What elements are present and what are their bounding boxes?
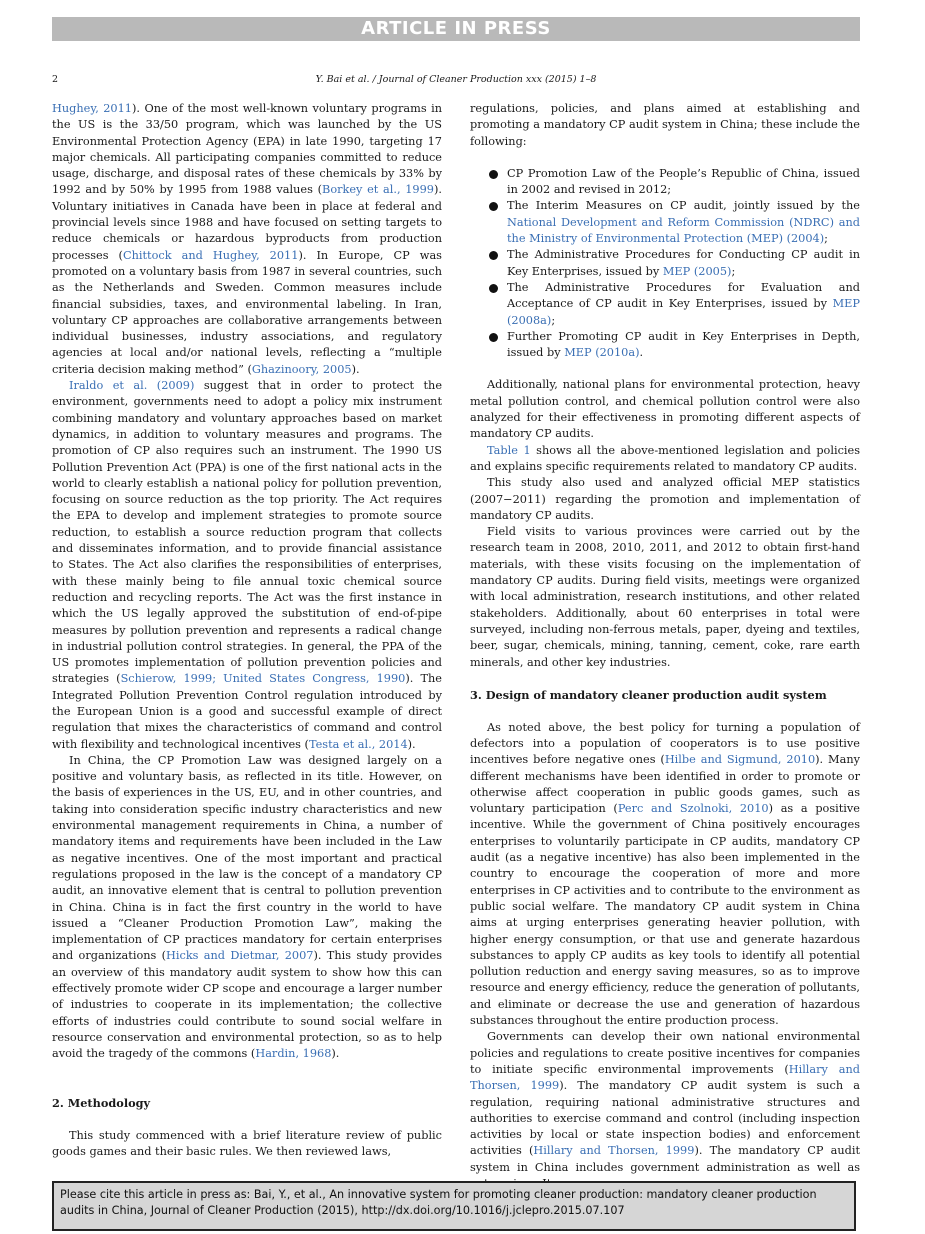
citation-link[interactable]: Iraldo et al. (2009) bbox=[69, 379, 195, 393]
spacer bbox=[470, 703, 860, 719]
text-run: ) as a positive incentive. While the government of China positively encourages enterprises to voluntarily participate in CP audits, mandatory CP audit (as a negative incentive) has also been implemented in the country to encourage the cooperation of more and more enterprises in CP activities and to contribute to the environment as public social welfare. The mandatory CP audit system in China aims at urging enterprises generating heavier pollution, with higher energy consumption, or that use and generate hazardous substances to apply CP audits as key tools to identify all potential pollution reduction and energy saving measures, so as to improve resource and energy efficiency, reduce the generation of pollutants, and eliminate or decrease the use and generation of hazardous substances throughout the entire production process. bbox=[470, 802, 860, 1028]
text-run: This study also used and analyzed official MEP statistics (2007−2011) regarding the promotion and implementation of mandatory CP audits. bbox=[470, 476, 860, 522]
citation-notice: Please cite this article in press as: Bai, Y., et al., An innovative system for promoting cleaner production: mandatory cleaner production audits in China, Journal of Cleaner Production (2015), http://dx.doi.org/10.1016/j.jclepro.2015.07.107 bbox=[52, 1181, 856, 1231]
text-run: Governments can develop their own national environmental policies and regulations to create positive incentives for companies to initiate specific environmental improvements ( bbox=[470, 1030, 860, 1076]
citation-link[interactable]: MEP (2005) bbox=[662, 264, 732, 278]
bullet-list bbox=[470, 166, 860, 362]
text-run: ). This study provides an overview of this mandatory audit system to show how this can effectively promote wider CP scope and encourage a larger number of industries to cooperate in its implementation; the collective efforts of industries could contribute to sound social welfare in resource conservation and environmental protection, so as to help avoid the tragedy of the commons ( bbox=[52, 949, 442, 1061]
text-run: The Administrative Procedures for Evaluation and Acceptance of CP audit in Key Enterprises, issued by bbox=[507, 280, 860, 311]
text-run: ). bbox=[407, 737, 416, 751]
section-heading-design: 3. Design of mandatory cleaner production audit system bbox=[470, 688, 827, 703]
list-item bbox=[470, 247, 860, 280]
text-run: ). In Europe, CP was promoted on a voluntary basis from 1987 in several countries, such as the Netherlands and Sweden. Common measures include financial subsidies, taxes, and environmental labeling. In Iran, voluntary CP approaches are collaborative arrangements between individual businesses, industry associations, and regulatory agencies at local and/or national levels, reflecting a “multiple criteria decision making method” ( bbox=[52, 248, 442, 376]
article-in-press-banner: ARTICLE IN PRESS bbox=[52, 17, 860, 41]
list-item bbox=[470, 198, 860, 247]
list-item bbox=[470, 329, 860, 362]
citation-link[interactable]: Perc and Szolnoki, 2010 bbox=[617, 802, 769, 816]
citation-link[interactable]: Borkey et al., 1999 bbox=[322, 183, 434, 197]
citation-link[interactable]: Ghazinoory, 2005 bbox=[251, 362, 352, 376]
text-run: In China, the CP Promotion Law was designed largely on a positive and voluntary basis, as reflected in its title. However, on the basis of experiences in the US, EU, and in other countries, and taking into consideration specific industry characteristics and new environmental management requirements in China, a number of mandatory items and requirements have been included in the Law as negative incentives. One of the most important and practical regulations proposed in the law is the concept of a mandatory CP audit, an innovative element that is central to pollution prevention in China. China is in fact the first country in the world to have issued a “Cleaner Production Promotion Law”, making the implementation of CP practices mandatory for certain enterprises and organizations ( bbox=[52, 753, 442, 963]
text-run: This study commenced with a brief literature review of public goods games and their basic rules. We then reviewed laws, bbox=[52, 1128, 442, 1158]
paragraph bbox=[470, 101, 860, 150]
list-item bbox=[470, 280, 860, 329]
citation-link[interactable]: Testa et al., 2014 bbox=[308, 737, 408, 751]
text-run: ). Voluntary initiatives in Canada have been in place at federal and provincial levels since 1988 and have focused on setting targets to reduce chemicals or hazardous byproducts from production processes ( bbox=[52, 183, 442, 262]
spacer bbox=[52, 1063, 442, 1096]
text-run: ). bbox=[351, 362, 360, 376]
bullet-dot-icon bbox=[489, 251, 498, 260]
text-run: CP Promotion Law of the People’s Republic of China, issued in 2002 and revised in 2012; bbox=[507, 166, 860, 197]
bullet-dot-icon bbox=[489, 284, 498, 293]
paragraph bbox=[470, 720, 860, 1030]
citation-link[interactable]: Schierow, 1999; United States Congress, 1990 bbox=[120, 672, 406, 686]
text-run: Field visits to various provinces were carried out by the research team in 2008, 2010, 2011, and 2012 to obtain first-hand materials, with these visits focusing on the implementation of mandatory CP audits. During field visits, meetings were organized with local administration, research institutions, and other related stakeholders. Additionally, about 60 enterprises in total were surveyed, including non-ferrous metals, paper, dyeing and textiles, beer, sugar, chemicals, mining, tanning, cement, coke, rare earth minerals, and other key industries. bbox=[470, 525, 860, 669]
bullet-dot-icon bbox=[489, 170, 498, 179]
citation-link[interactable]: Chittock and Hughey, 2011 bbox=[122, 248, 299, 262]
text-run: . bbox=[639, 346, 644, 360]
paragraph bbox=[470, 475, 860, 524]
text-run: ). Many different mechanisms have been identified in order to promote or otherwise affect cooperation in public goods games, such as voluntary participation ( bbox=[470, 753, 860, 816]
paragraph bbox=[52, 101, 442, 378]
citation-link[interactable]: Table 1 bbox=[487, 443, 531, 457]
text-run: ; bbox=[824, 232, 828, 246]
paragraph bbox=[470, 443, 860, 476]
citation-link[interactable]: Hardin, 1968 bbox=[255, 1047, 332, 1061]
spacer bbox=[470, 671, 860, 687]
text-run: regulations, policies, and plans aimed at establishing and promoting a mandatory CP audit system in China; these include the following: bbox=[470, 102, 860, 148]
citation-link[interactable]: Hicks and Dietmar, 2007 bbox=[166, 949, 314, 963]
list-item bbox=[470, 166, 860, 199]
text-run: Additionally, national plans for environmental protection, heavy metal pollution control, and chemical pollution control were also analyzed for their effectiveness in promoting different aspects of mandatory CP audits. bbox=[470, 378, 860, 441]
citation-link[interactable]: MEP (2008a) bbox=[507, 297, 860, 327]
text-run: ; bbox=[731, 264, 736, 278]
running-header bbox=[52, 72, 860, 88]
paragraph bbox=[470, 524, 860, 671]
text-run: ). The Integrated Pollution Prevention Control regulation introduced by the European Union is a good and successful example of direct regulation that mixes the characteristics of command and control with flexibility and technological incentives ( bbox=[52, 672, 442, 751]
citation-link[interactable]: Hillary and Thorsen, 1999 bbox=[533, 1144, 695, 1158]
paragraph bbox=[52, 1128, 442, 1161]
citation-link[interactable]: National Development and Reform Commission (NDRC) and the Ministry of Environmental Protection (MEP) (2004) bbox=[507, 215, 860, 246]
paragraph bbox=[52, 753, 442, 1063]
journal-reference: Y. Bai et al. / Journal of Cleaner Production xxx (2015) 1–8 bbox=[315, 74, 597, 85]
text-run: ). The mandatory CP audit system in China includes government administration as well as bbox=[470, 1144, 860, 1174]
paragraph bbox=[470, 1029, 860, 1192]
bullet-dot-icon bbox=[489, 202, 498, 211]
citation-link[interactable]: Hughey, 2011 bbox=[52, 102, 132, 115]
text-run: The Interim Measures on CP audit, jointly issued by the bbox=[507, 199, 860, 213]
text-run: shows all the above-mentioned legislation and policies and explains specific requirements related to mandatory CP audits. bbox=[470, 443, 861, 473]
text-run: ). bbox=[331, 1047, 340, 1061]
paragraph bbox=[52, 378, 442, 753]
text-run: ). One of the most well-known voluntary programs in the US is the 33/50 program, which was launched by the US Environmental Protection Agency (EPA) in late 1990, targeting 17 major chemicals. All participating companies committed to reduce usage, discharge, and disposal rates of these chemicals by 33% by 1992 and by 50% by 1995 from 1988 values ( bbox=[52, 102, 442, 197]
bullet-dot-icon bbox=[489, 333, 498, 342]
section-heading-methodology: 2. Methodology bbox=[52, 1096, 151, 1111]
spacer bbox=[52, 1111, 442, 1127]
citation-link[interactable]: Hilbe and Sigmund, 2010 bbox=[664, 753, 816, 767]
citation-link[interactable]: Hillary and Thorsen, 1999 bbox=[470, 1062, 860, 1093]
left-column bbox=[52, 101, 442, 1160]
citation-link[interactable]: MEP (2010a) bbox=[564, 346, 640, 360]
paragraph bbox=[470, 377, 860, 442]
text-run: suggest that in order to protect the environment, governments need to adopt a policy mix instrument combining mandatory and voluntary approaches based on market dynamics, in addition to voluntary measures and programs. The promotion of CP also requires such an instrument. The 1990 US Pollution Prevention Act (PPA) is one of the first national acts in the world to clearly establish a national policy for pollution prevention, focusing on source reduction as the top priority. The Act requires the EPA to develop and implement strategies to promote source reduction, to establish a source reduction program that collects and disseminates information, and to provide financial assistance to States. The Act also clarifies the responsibilities of enterprises, with these mainly being to file annual toxic chemical source reduction and recycling reports. The Act was the first instance in which the US legally approved the substitution of end-of-pipe measures by pollution prevention and represents a radical change in industrial pollution control strategies. In general, the PPA of the US promotes implementation of pollution prevention policies and strategies ( bbox=[52, 379, 443, 686]
text-run: Further Promoting CP audit in Key Enterprises in Depth, issued by bbox=[507, 329, 860, 360]
text-run: As noted above, the best policy for turning a population of defectors into a population of cooperators is to use positive incentives before negative ones ( bbox=[470, 720, 860, 767]
text-run: ). The mandatory CP audit system is such a regulation, requiring national administrative structures and authorities to exercise command and control (including inspection activities by local or state inspection bodies) and enforcement activities ( bbox=[470, 1079, 860, 1158]
right-column bbox=[470, 101, 860, 1192]
page-number: 2 bbox=[52, 74, 59, 85]
text-run: The Administrative Procedures for Conducting CP audit in Key Enterprises, issued by bbox=[507, 248, 860, 278]
text-run: ; bbox=[551, 313, 556, 327]
